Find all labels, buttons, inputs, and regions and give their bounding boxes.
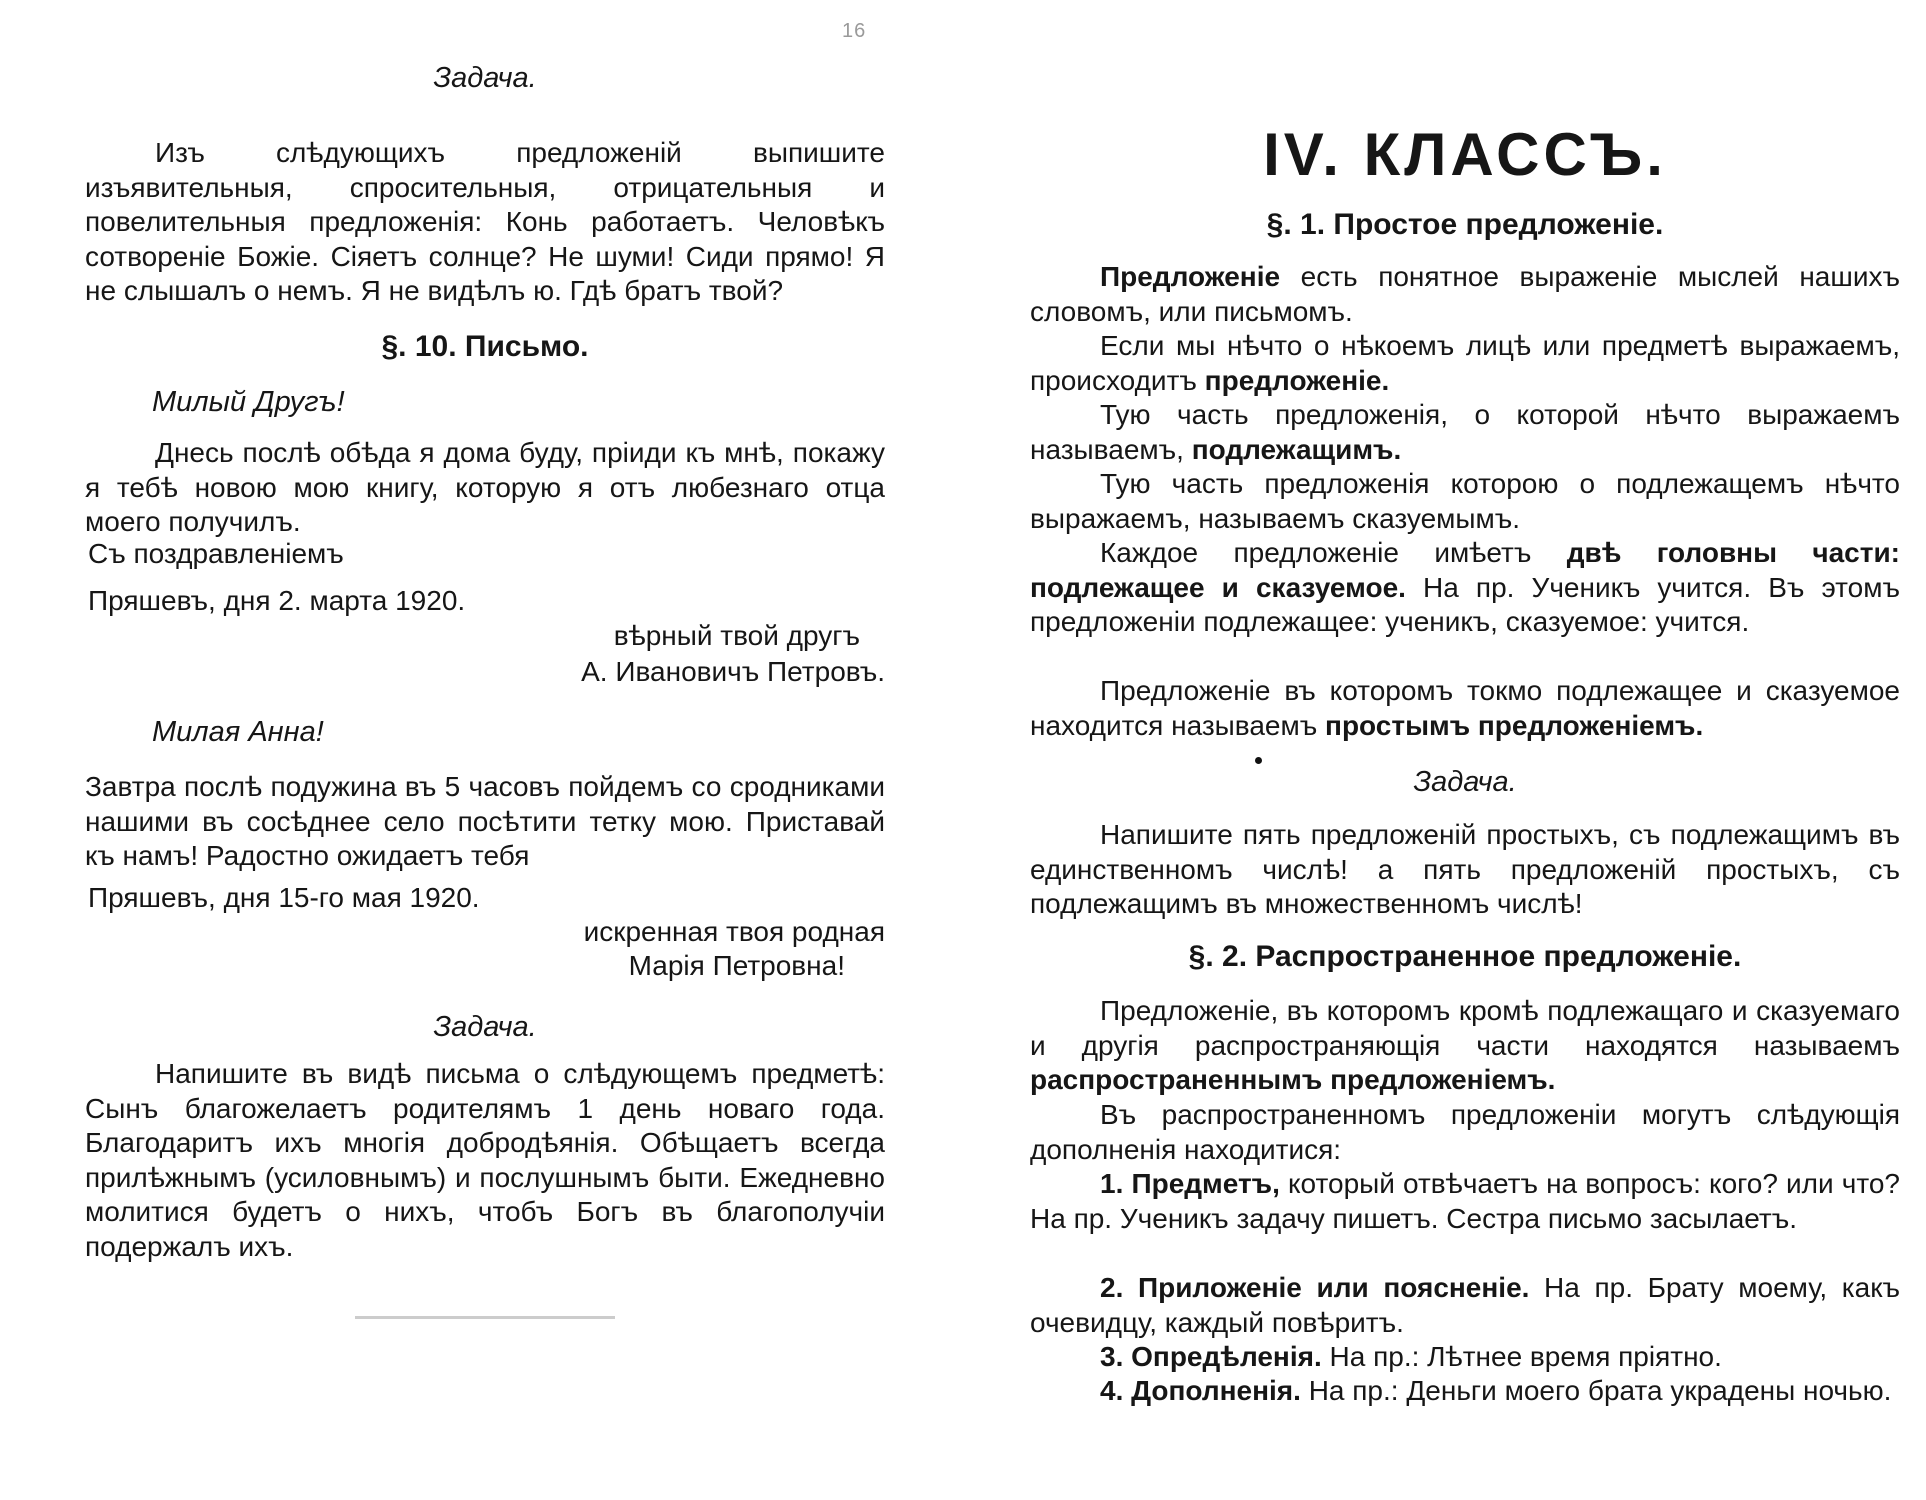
paragraph: Предложеніе, въ которомъ кромѣ подлежащаго и сказуемаго и другія распространяющія части находятся называемъ распространеннымъ предложеніемъ. xyxy=(1030,995,1900,1096)
print-dot xyxy=(1255,757,1262,764)
letter-signature: Марія Петровна! xyxy=(628,950,845,981)
term: 3. Опредѣленія. xyxy=(1100,1341,1322,1372)
task-heading: Задача. xyxy=(1413,766,1517,798)
letter-date: Пряшевъ, дня 15-го мая 1920. xyxy=(88,882,480,913)
letter-signature: А. Ивановичъ Петровъ. xyxy=(581,656,885,687)
class-title: IV. КЛАССЪ. xyxy=(1263,121,1667,188)
letter-body: Днесь послѣ обѣда я дома буду, пріиди къ мнѣ, покажу я тебѣ новою мою книгу, которую я отъ любезнаго отца моего получилъ. xyxy=(85,437,885,538)
term: 2. Приложеніе или поясненіе. xyxy=(1100,1272,1530,1303)
term: подлежащимъ. xyxy=(1191,433,1402,465)
letter-salutation: Милый Другъ! xyxy=(152,386,345,418)
task-text: Напишите въ видѣ письма о слѣдующемъ предметѣ: Сынъ благожелаетъ родителямъ 1 день новаго года. Благодаритъ ихъ многія добродѣянія. Обѣщаетъ всегда прилѣжнымъ (усиловнымъ) и послушнымъ быти. Ежедневно молитися будетъ о нихъ, чтобъ Богъ въ благополучіи подержалъ ихъ. xyxy=(85,1058,885,1262)
letter-closing: искренная твоя родная xyxy=(583,916,885,947)
section-heading: §. 2. Распространенное предложеніе. xyxy=(1188,940,1742,973)
paragraph: Предложеніе въ которомъ токмо подлежащее и сказуемое находится называемъ простымъ предложеніемъ. xyxy=(1030,675,1900,741)
term: двѣ головны части: подлежащее и сказуемое. xyxy=(1030,537,1900,603)
page-number: 16 xyxy=(842,20,867,42)
task-heading: Задача. xyxy=(433,1011,537,1043)
list-item: 4. Дополненія. На пр.: Деньги моего брата украдены ночью. xyxy=(1100,1375,1892,1406)
print-smudge xyxy=(355,1316,615,1319)
letter-date: Пряшевъ, дня 2. марта 1920. xyxy=(88,585,466,616)
paragraph: Тую часть предложенія, о которой нѣчто выражаемъ называемъ, подлежащимъ. xyxy=(1030,399,1900,465)
letter-closing: вѣрный твой другъ xyxy=(613,620,860,651)
list-item: 2. Приложеніе или поясненіе. На пр. Брату моему, какъ очевидцу, каждый повѣритъ. xyxy=(1030,1272,1900,1338)
section-heading: §. 1. Простое предложеніе. xyxy=(1266,208,1664,241)
term: распространеннымъ предложеніемъ. xyxy=(1030,1064,1556,1096)
letter-greeting: Съ поздравленіемъ xyxy=(88,538,344,569)
paragraph: Если мы нѣчто о нѣкоемъ лицѣ или предметѣ выражаемъ, происходитъ предложеніе. xyxy=(1030,330,1900,396)
task-heading: Задача. xyxy=(433,62,537,94)
term: 1. Предметъ, xyxy=(1100,1168,1280,1199)
list-item: 3. Опредѣленія. На пр.: Лѣтнее время пріятно. xyxy=(1100,1341,1722,1372)
letter-body: Завтра послѣ подужина въ 5 часовъ пойдемъ со сродниками нашими въ сосѣднее село посѣтити тетку мою. Приставай къ намъ! Радостно ожидаетъ тебя xyxy=(85,771,885,872)
paragraph: Тую часть предложенія которою о подлежащемъ нѣчто выражаемъ, называемъ сказуемымъ. xyxy=(1030,468,1900,534)
term: 4. Дополненія. xyxy=(1100,1375,1301,1406)
term: Предложеніе xyxy=(1100,261,1281,292)
letter-salutation: Милая Анна! xyxy=(152,716,324,748)
section-heading: §. 10. Письмо. xyxy=(381,330,589,363)
task-text: Напишите пять предложеній простыхъ, съ подлежащимъ въ единственномъ числѣ! а пять предложеній простыхъ, съ подлежащимъ въ множественномъ числѣ! xyxy=(1030,819,1900,920)
term: простымъ предложеніемъ. xyxy=(1325,709,1704,741)
paragraph: Предложеніе есть понятное выраженіе мыслей нашихъ словомъ, или письмомъ. xyxy=(1030,261,1900,327)
list-item: 1. Предметъ, который отвѣчаетъ на вопросъ: кого? или что? На пр. Ученикъ задачу пишетъ. Сестра письмо засылаетъ. xyxy=(1030,1168,1900,1234)
term: предложеніе. xyxy=(1204,364,1390,396)
task-text: Изъ слѣдующихъ предложеній выпишите изъявительныя, спросительныя, отрицательныя и повелительныя предложенія: Конь работаетъ. Человѣкъ сотвореніе Божіе. Сіяетъ солнце? Не шуми! Сиди прямо! Я не слышалъ о немъ. Я не видѣлъ ю. Гдѣ братъ твой? xyxy=(85,137,885,307)
paragraph: Въ распространенномъ предложеніи могутъ слѣдующія дополненія находитися: xyxy=(1030,1099,1900,1165)
paragraph: Каждое предложеніе имѣетъ двѣ головны части: подлежащее и сказуемое. На пр. Ученикъ учится. Въ этомъ предложеніи подлежащее: ученикъ, сказуемое: учится. xyxy=(1030,537,1900,638)
